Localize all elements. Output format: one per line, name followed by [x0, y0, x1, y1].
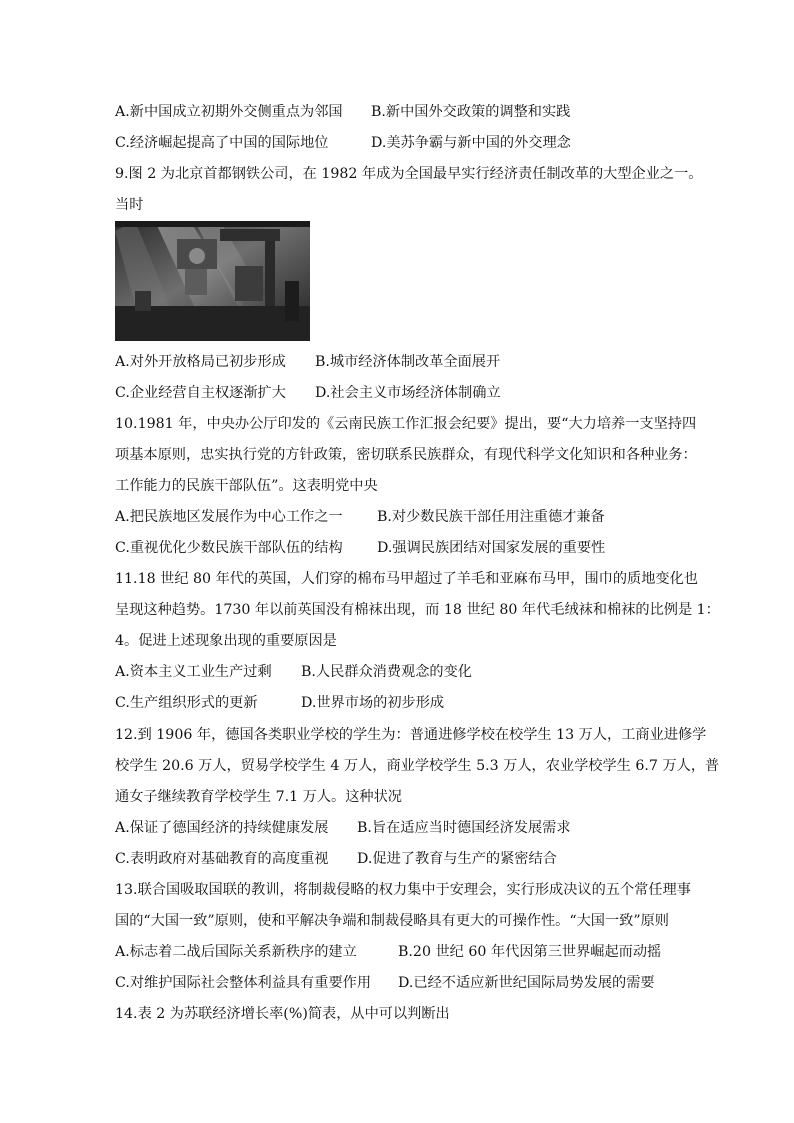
q14-stem-line1: 14.表 2 为苏联经济增长率(%)简表，从中可以判断出 [115, 1006, 450, 1022]
q8-options-row2 [115, 133, 571, 153]
q13-option-d[interactable]: D.已经不适应新世纪国际局势发展的需要 [398, 975, 655, 991]
q11-stem-line1: 11.18 世纪 80 年代的英国，人们穿的棉布马甲超过了羊毛和亚麻布马甲，围巾的质地变化也 [115, 571, 698, 587]
q12-stem-line2: 校学生 20.6 万人，贸易学校学生 4 万人，商业学校学生 5.3 万人，农业学校学生 6.7 万人，普 [115, 758, 720, 774]
q8-options-row1 [115, 102, 571, 122]
q12-option-c[interactable]: C.表明政府对基础教育的高度重视 [115, 851, 329, 867]
q12-option-b[interactable]: B.旨在适应当时德国经济发展需求 [357, 820, 571, 836]
q9-option-a[interactable]: A.对外开放格局已初步形成 [115, 354, 286, 370]
q12-stem-line3: 通女子继续教育学校学生 7.1 万人。这种状况 [115, 789, 402, 805]
q11-option-c[interactable]: C.生产组织形式的更新 [115, 695, 258, 711]
q11-options-row2 [115, 693, 445, 713]
q10-stem-line1: 10.1981 年，中央办公厅印发的《云南民族工作汇报会纪要》提出，要“大力培养一支坚持四 [115, 416, 697, 432]
q13-options-row1 [115, 942, 662, 962]
q11-option-b[interactable]: B.人民群众消费观念的变化 [301, 664, 472, 680]
q13-stem-line1: 13.联合国吸取国联的教训，将制裁侵略的权力集中于安理会，实行形成决议的五个常任理事 [115, 882, 691, 898]
q13-option-a[interactable]: A.标志着二战后国际关系新秩序的建立 [115, 944, 357, 960]
q8-option-c[interactable]: C.经济崛起提高了中国的国际地位 [115, 135, 329, 151]
q9-option-c[interactable]: C.企业经营自主权逐渐扩大 [115, 385, 286, 401]
q12-option-d[interactable]: D.促进了教育与生产的紧密结合 [357, 851, 557, 867]
q12-stem-line1: 12.到 1906 年，德国各类职业学校的学生为：普通进修学校在校学生 13 万人，工商业进修学 [115, 727, 707, 743]
q11-option-d[interactable]: D.世界市场的初步形成 [301, 695, 445, 711]
q12-options-row1 [115, 818, 571, 838]
q13-stem-line2: 国的“大国一致”原则，使和平解决争端和制裁侵略具有更大的可操作性。“大国一致”原则 [115, 913, 669, 929]
q9-option-d[interactable]: D.社会主义市场经济体制确立 [315, 385, 501, 401]
q8-option-d[interactable]: D.美苏争霸与新中国的外交理念 [371, 135, 571, 151]
q10-stem-line3: 工作能力的民族干部队伍”。这表明党中央 [115, 478, 378, 494]
q11-stem-line2: 呈现这种趋势。1730 年以前英国没有棉袜出现，而 18 世纪 80 年代毛绒袜和棉袜的比例是 1： [115, 602, 720, 618]
q10-option-c[interactable]: C.重视优化少数民族干部队伍的结构 [115, 540, 343, 556]
q10-option-a[interactable]: A.把民族地区发展作为中心工作之一 [115, 509, 343, 525]
q9-option-b[interactable]: B.城市经济体制改革全面展开 [315, 354, 501, 370]
steel-factory-photo [115, 221, 310, 341]
q11-stem-line3: 4。促进上述现象出现的重要原因是 [115, 633, 337, 649]
q10-option-b[interactable]: B.对少数民族干部任用注重德才兼备 [377, 509, 605, 525]
q9-options-row2 [115, 383, 501, 403]
q8-option-b[interactable]: B.新中国外交政策的调整和实践 [371, 104, 571, 120]
q10-options-row1 [115, 507, 605, 527]
q13-options-row2 [115, 973, 655, 993]
q10-options-row2 [115, 538, 606, 558]
q11-options-row1 [115, 662, 472, 682]
q12-option-a[interactable]: A.保证了德国经济的持续健康发展 [115, 820, 329, 836]
q10-option-d[interactable]: D.强调民族团结对国家发展的重要性 [377, 540, 606, 556]
q13-option-c[interactable]: C.对维护国际社会整体利益具有重要作用 [115, 975, 372, 991]
q9-stem-line2: 当时 [115, 197, 144, 213]
q12-options-row2 [115, 849, 557, 869]
q11-option-a[interactable]: A.资本主义工业生产过剩 [115, 664, 272, 680]
q8-option-a[interactable]: A.新中国成立初期外交侧重点为邻国 [115, 104, 343, 120]
q9-stem-line1: 9.图 2 为北京首都钢铁公司，在 1982 年成为全国最早实行经济责任制改革的大型企业之一。 [115, 166, 703, 182]
q13-option-b[interactable]: B.20 世纪 60 年代因第三世界崛起而动摇 [398, 944, 662, 960]
q10-stem-line2: 项基本原则，忠实执行党的方针政策，密切联系民族群众，有现代科学文化知识和各种业务： [115, 447, 697, 463]
q9-options-row1 [115, 352, 501, 372]
